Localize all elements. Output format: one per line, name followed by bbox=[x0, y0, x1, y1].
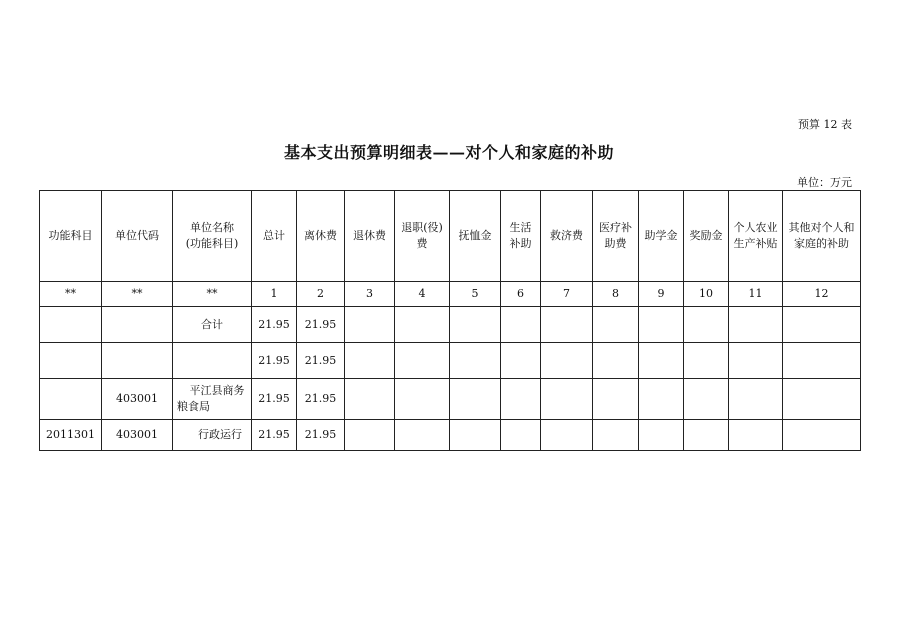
cell-total: 21.95 bbox=[252, 420, 297, 451]
cell-empty bbox=[729, 343, 783, 379]
cell-empty bbox=[395, 420, 450, 451]
cell-empty bbox=[450, 379, 501, 420]
index-cell: 9 bbox=[639, 282, 684, 307]
col-header-scholarship: 助学金 bbox=[639, 191, 684, 282]
cell-code: 403001 bbox=[102, 420, 173, 451]
col-header-compensation: 抚恤金 bbox=[450, 191, 501, 282]
cell-empty bbox=[541, 307, 593, 343]
index-cell: ** bbox=[40, 282, 102, 307]
budget-table bbox=[39, 190, 861, 451]
col-header-pension: 退休费 bbox=[345, 191, 395, 282]
cell-func bbox=[40, 379, 102, 420]
col-header-code: 单位代码 bbox=[102, 191, 173, 282]
cell-empty bbox=[783, 420, 861, 451]
header-row bbox=[40, 191, 861, 282]
table-row-item bbox=[40, 420, 861, 451]
cell-retirement: 21.95 bbox=[297, 420, 345, 451]
cell-retirement: 21.95 bbox=[297, 379, 345, 420]
cell-empty bbox=[684, 343, 729, 379]
index-cell: 6 bbox=[501, 282, 541, 307]
cell-func: 2011301 bbox=[40, 420, 102, 451]
col-header-relief: 救济费 bbox=[541, 191, 593, 282]
cell-empty bbox=[541, 420, 593, 451]
index-cell: 10 bbox=[684, 282, 729, 307]
cell-name: 合计 bbox=[173, 307, 252, 343]
cell-func bbox=[40, 307, 102, 343]
cell-empty bbox=[541, 379, 593, 420]
cell-empty bbox=[783, 343, 861, 379]
cell-retirement: 21.95 bbox=[297, 343, 345, 379]
cell-retirement: 21.95 bbox=[297, 307, 345, 343]
table-row-total bbox=[40, 307, 861, 343]
cell-empty bbox=[395, 307, 450, 343]
cell-code: 403001 bbox=[102, 379, 173, 420]
cell-empty bbox=[593, 307, 639, 343]
cell-empty bbox=[783, 307, 861, 343]
cell-empty bbox=[345, 307, 395, 343]
cell-empty bbox=[684, 379, 729, 420]
index-cell: 1 bbox=[252, 282, 297, 307]
col-header-resignation: 退职(役) 费 bbox=[395, 191, 450, 282]
col-header-name: 单位名称 (功能科目) bbox=[173, 191, 252, 282]
cell-empty bbox=[345, 343, 395, 379]
cell-name: 行政运行 bbox=[173, 420, 252, 451]
cell-empty bbox=[345, 420, 395, 451]
cell-empty bbox=[501, 343, 541, 379]
col-header-retirement: 离休费 bbox=[297, 191, 345, 282]
cell-code bbox=[102, 343, 173, 379]
cell-empty bbox=[450, 307, 501, 343]
cell-empty bbox=[639, 343, 684, 379]
col-header-other-subsidy: 其他对个人和 家庭的补助 bbox=[783, 191, 861, 282]
index-cell: ** bbox=[102, 282, 173, 307]
cell-empty bbox=[450, 343, 501, 379]
index-cell: 5 bbox=[450, 282, 501, 307]
cell-empty bbox=[593, 420, 639, 451]
cell-empty bbox=[729, 379, 783, 420]
cell-empty bbox=[639, 379, 684, 420]
cell-empty bbox=[639, 420, 684, 451]
col-header-agri-subsidy: 个人农业 生产补贴 bbox=[729, 191, 783, 282]
cell-empty bbox=[541, 343, 593, 379]
index-cell: 12 bbox=[783, 282, 861, 307]
cell-empty bbox=[729, 307, 783, 343]
cell-empty bbox=[395, 379, 450, 420]
cell-empty bbox=[639, 307, 684, 343]
col-header-total: 总计 bbox=[252, 191, 297, 282]
cell-empty bbox=[450, 420, 501, 451]
cell-total: 21.95 bbox=[252, 343, 297, 379]
cell-code bbox=[102, 307, 173, 343]
table-row bbox=[40, 343, 861, 379]
index-cell: 4 bbox=[395, 282, 450, 307]
col-header-reward: 奖励金 bbox=[684, 191, 729, 282]
cell-name bbox=[173, 343, 252, 379]
index-cell: 7 bbox=[541, 282, 593, 307]
cell-empty bbox=[501, 420, 541, 451]
cell-total: 21.95 bbox=[252, 379, 297, 420]
col-header-func: 功能科目 bbox=[40, 191, 102, 282]
table-number: 预算 12 表 bbox=[798, 118, 852, 131]
cell-empty bbox=[593, 343, 639, 379]
cell-empty bbox=[501, 307, 541, 343]
cell-empty bbox=[593, 379, 639, 420]
cell-empty bbox=[395, 343, 450, 379]
cell-name: 平江县商务 粮食局 bbox=[173, 379, 252, 420]
index-cell: 11 bbox=[729, 282, 783, 307]
cell-func bbox=[40, 343, 102, 379]
index-cell: 3 bbox=[345, 282, 395, 307]
cell-empty bbox=[684, 420, 729, 451]
col-header-living-subsidy: 生活 补助 bbox=[501, 191, 541, 282]
index-row bbox=[40, 282, 861, 307]
cell-empty bbox=[783, 379, 861, 420]
unit-label: 单位：万元 bbox=[797, 176, 852, 189]
cell-empty bbox=[729, 420, 783, 451]
page-title: 基本支出预算明细表——对个人和家庭的补助 bbox=[283, 143, 614, 162]
table-row-unit bbox=[40, 379, 861, 420]
cell-empty bbox=[501, 379, 541, 420]
cell-empty bbox=[684, 307, 729, 343]
col-header-medical: 医疗补 助费 bbox=[593, 191, 639, 282]
cell-empty bbox=[345, 379, 395, 420]
index-cell: 8 bbox=[593, 282, 639, 307]
index-cell: 2 bbox=[297, 282, 345, 307]
cell-total: 21.95 bbox=[252, 307, 297, 343]
index-cell: ** bbox=[173, 282, 252, 307]
